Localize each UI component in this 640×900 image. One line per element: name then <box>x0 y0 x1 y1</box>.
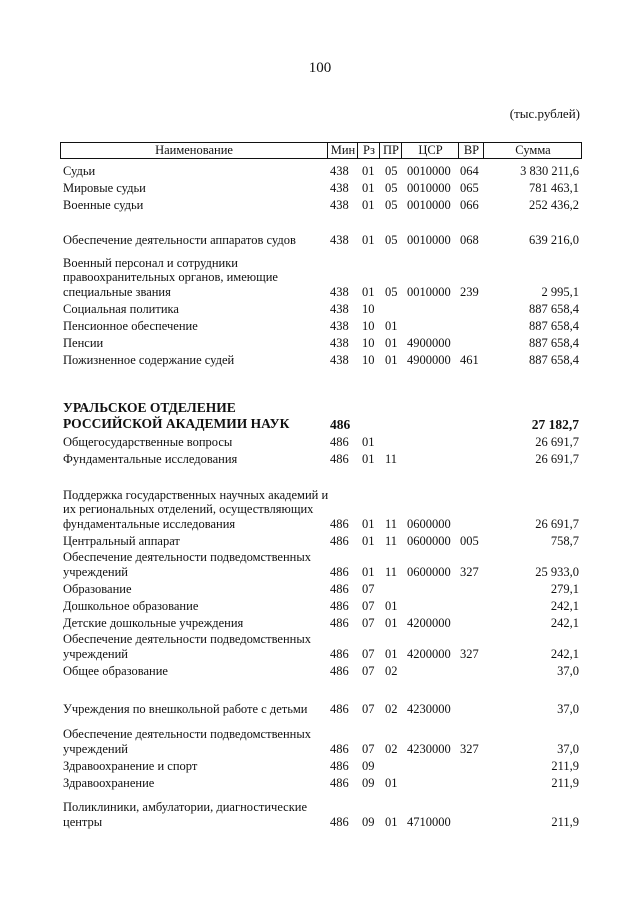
row-sum: 37,0 <box>557 663 579 678</box>
row-name: УРАЛЬСКОЕ ОТДЕЛЕНИЕ РОССИЙСКОЙ АКАДЕМИИ НАУК <box>63 400 290 431</box>
table-row <box>0 661 640 678</box>
table-row <box>0 195 640 212</box>
row-min: 438 <box>330 352 349 367</box>
row-rz: 01 <box>362 564 375 579</box>
row-csr: 0010000 <box>407 284 451 299</box>
row-sum: 211,9 <box>551 758 579 773</box>
row-name: Мировые судьи <box>63 180 146 195</box>
row-name: Обеспечение деятельности подведомственных учреждений <box>63 727 311 756</box>
row-name: Пожизненное содержание судей <box>63 352 235 367</box>
row-csr: 0600000 <box>407 533 451 548</box>
row-name: Центральный аппарат <box>63 533 180 548</box>
row-rz: 07 <box>362 646 375 661</box>
row-rz: 01 <box>362 232 375 247</box>
row-pr: 02 <box>385 701 398 716</box>
row-pr: 11 <box>385 516 398 531</box>
row-min: 438 <box>330 232 349 247</box>
row-min: 438 <box>330 318 349 333</box>
row-name: Фундаментальные исследования <box>63 451 238 466</box>
row-rz: 01 <box>362 284 375 299</box>
row-csr: 4710000 <box>407 814 451 829</box>
row-name: Здравоохранение <box>63 775 155 790</box>
row-pr: 01 <box>385 814 398 829</box>
row-name: Социальная политика <box>63 301 179 316</box>
row-csr: 0010000 <box>407 180 451 195</box>
row-rz: 09 <box>362 775 375 790</box>
row-sum: 211,9 <box>551 814 579 829</box>
row-sum: 887 658,4 <box>529 335 579 350</box>
row-sum: 639 216,0 <box>529 232 579 247</box>
row-vr: 327 <box>460 564 479 579</box>
row-sum: 37,0 <box>557 701 579 716</box>
header-pr: ПР <box>379 143 402 158</box>
row-min: 486 <box>330 814 349 829</box>
table-row <box>0 531 640 548</box>
row-min: 486 <box>330 741 349 756</box>
row-sum: 26 691,7 <box>535 451 579 466</box>
row-pr: 02 <box>385 741 398 756</box>
row-csr: 0010000 <box>407 232 451 247</box>
row-pr: 01 <box>385 775 398 790</box>
row-csr: 4230000 <box>407 701 451 716</box>
row-csr: 0600000 <box>407 564 451 579</box>
header-name: Наименование <box>155 143 233 157</box>
row-name: Обеспечение деятельности аппаратов судов <box>63 232 296 247</box>
table-row <box>0 299 640 316</box>
row-min: 486 <box>330 663 349 678</box>
table-row <box>0 773 640 790</box>
row-min: 438 <box>330 163 349 178</box>
header-csr: ЦСР <box>401 143 459 158</box>
budget-table-body <box>0 161 640 829</box>
row-pr: 11 <box>385 451 398 466</box>
row-rz: 07 <box>362 598 375 613</box>
row-sum: 2 995,1 <box>541 284 579 299</box>
table-row <box>0 579 640 596</box>
header-sum: Сумма <box>483 143 582 158</box>
row-sum: 781 463,1 <box>529 180 579 195</box>
row-sum: 27 182,7 <box>531 416 579 432</box>
row-rz: 01 <box>362 451 375 466</box>
row-sum: 758,7 <box>550 533 579 548</box>
row-min: 486 <box>330 598 349 613</box>
table-row <box>0 253 640 299</box>
row-min: 486 <box>330 701 349 716</box>
row-vr: 065 <box>460 180 479 195</box>
row-pr: 05 <box>385 284 398 299</box>
header-rz: Рз <box>357 143 380 158</box>
row-name: Образование <box>63 581 132 596</box>
table-row <box>0 449 640 466</box>
row-csr: 0010000 <box>407 197 451 212</box>
row-name: Детские дошкольные учреждения <box>63 615 244 630</box>
row-min: 486 <box>330 434 349 449</box>
row-rz: 07 <box>362 615 375 630</box>
row-name: Здравоохранение и спорт <box>63 758 198 773</box>
row-vr: 064 <box>460 163 479 178</box>
row-min: 486 <box>330 516 349 531</box>
row-name: Поддержка государственных научных академий и их региональных отделений, осуществляющих фундаментальные исследования <box>63 487 329 531</box>
row-name: Учреждения по внешкольной работе с детьми <box>63 701 308 716</box>
table-header <box>60 142 582 159</box>
row-csr: 4900000 <box>407 335 451 350</box>
row-rz: 10 <box>362 352 375 367</box>
row-name: Дошкольное образование <box>63 598 199 613</box>
table-row <box>0 161 640 178</box>
row-name: Судьи <box>63 163 96 178</box>
row-min: 486 <box>330 615 349 630</box>
header-min: Мин <box>327 143 358 158</box>
table-row <box>0 681 640 716</box>
row-name: Военный персонал и сотрудники правоохранительных органов, имеющие специальные звания <box>63 255 278 299</box>
row-pr: 01 <box>385 598 398 613</box>
row-sum: 26 691,7 <box>535 516 579 531</box>
row-name: Общее образование <box>63 663 168 678</box>
table-row <box>0 333 640 350</box>
header-vr: ВР <box>458 143 484 158</box>
row-rz: 07 <box>362 701 375 716</box>
row-csr: 4200000 <box>407 646 451 661</box>
row-vr: 068 <box>460 232 479 247</box>
row-rz: 01 <box>362 197 375 212</box>
row-min: 486 <box>330 533 349 548</box>
row-sum: 887 658,4 <box>529 301 579 316</box>
row-min: 486 <box>330 564 349 579</box>
row-min: 486 <box>330 646 349 661</box>
row-sum: 242,1 <box>550 615 579 630</box>
row-min: 486 <box>330 416 351 432</box>
row-sum: 211,9 <box>551 775 579 790</box>
row-name: Военные судьи <box>63 197 144 212</box>
table-row <box>0 720 640 756</box>
row-sum: 26 691,7 <box>535 434 579 449</box>
row-pr: 11 <box>385 533 398 548</box>
row-min: 486 <box>330 758 349 773</box>
row-pr: 01 <box>385 646 398 661</box>
table-row <box>0 630 640 661</box>
row-name: Пенсионное обеспечение <box>63 318 198 333</box>
row-name: Пенсии <box>63 335 104 350</box>
row-rz: 07 <box>362 663 375 678</box>
row-csr: 0600000 <box>407 516 451 531</box>
table-row <box>0 350 640 367</box>
row-name: Обеспечение деятельности подведомственных учреждений <box>63 550 311 579</box>
row-rz: 10 <box>362 318 375 333</box>
row-sum: 25 933,0 <box>535 564 579 579</box>
row-rz: 07 <box>362 741 375 756</box>
row-rz: 01 <box>362 516 375 531</box>
row-vr: 005 <box>460 533 479 548</box>
row-rz: 01 <box>362 533 375 548</box>
row-vr: 327 <box>460 741 479 756</box>
row-rz: 07 <box>362 581 375 596</box>
table-row <box>0 472 640 531</box>
row-min: 438 <box>330 197 349 212</box>
row-min: 486 <box>330 775 349 790</box>
row-name: Общегосударственные вопросы <box>63 434 233 449</box>
row-sum: 887 658,4 <box>529 318 579 333</box>
table-row <box>0 432 640 449</box>
table-row <box>0 316 640 333</box>
row-pr: 05 <box>385 197 398 212</box>
row-pr: 11 <box>385 564 398 579</box>
row-pr: 01 <box>385 335 398 350</box>
row-pr: 01 <box>385 615 398 630</box>
row-min: 438 <box>330 301 349 316</box>
row-vr: 066 <box>460 197 479 212</box>
row-sum: 252 436,2 <box>529 197 579 212</box>
row-vr: 239 <box>460 284 479 299</box>
table-row <box>0 794 640 829</box>
row-sum: 242,1 <box>550 598 579 613</box>
row-name: Обеспечение деятельности подведомственных учреждений <box>63 632 311 661</box>
row-sum: 887 658,4 <box>529 352 579 367</box>
table-row <box>0 756 640 773</box>
row-min: 438 <box>330 180 349 195</box>
row-pr: 02 <box>385 663 398 678</box>
row-rz: 09 <box>362 814 375 829</box>
row-rz: 10 <box>362 301 375 316</box>
row-csr: 0010000 <box>407 163 451 178</box>
row-min: 486 <box>330 451 349 466</box>
row-sum: 3 830 211,6 <box>520 163 579 178</box>
table-row <box>0 178 640 195</box>
table-row <box>0 596 640 613</box>
row-rz: 10 <box>362 335 375 350</box>
row-csr: 4230000 <box>407 741 451 756</box>
row-sum: 279,1 <box>550 581 579 596</box>
page-number: 100 <box>308 60 332 76</box>
row-pr: 05 <box>385 163 398 178</box>
table-row <box>0 400 640 432</box>
table-row <box>0 613 640 630</box>
row-rz: 09 <box>362 758 375 773</box>
row-sum: 242,1 <box>550 646 579 661</box>
row-vr: 327 <box>460 646 479 661</box>
row-pr: 01 <box>385 352 398 367</box>
row-rz: 01 <box>362 180 375 195</box>
row-pr: 01 <box>385 318 398 333</box>
table-row <box>0 548 640 579</box>
row-min: 486 <box>330 581 349 596</box>
row-name: Поликлиники, амбулатории, диагностические центры <box>63 800 308 829</box>
row-min: 438 <box>330 335 349 350</box>
row-csr: 4200000 <box>407 615 451 630</box>
row-pr: 05 <box>385 180 398 195</box>
units-label: (тыс.рублей) <box>509 106 580 121</box>
row-min: 438 <box>330 284 349 299</box>
row-rz: 01 <box>362 434 375 449</box>
row-pr: 05 <box>385 232 398 247</box>
table-row <box>0 230 640 247</box>
row-csr: 4900000 <box>407 352 451 367</box>
row-rz: 01 <box>362 163 375 178</box>
row-vr: 461 <box>460 352 479 367</box>
row-sum: 37,0 <box>557 741 579 756</box>
